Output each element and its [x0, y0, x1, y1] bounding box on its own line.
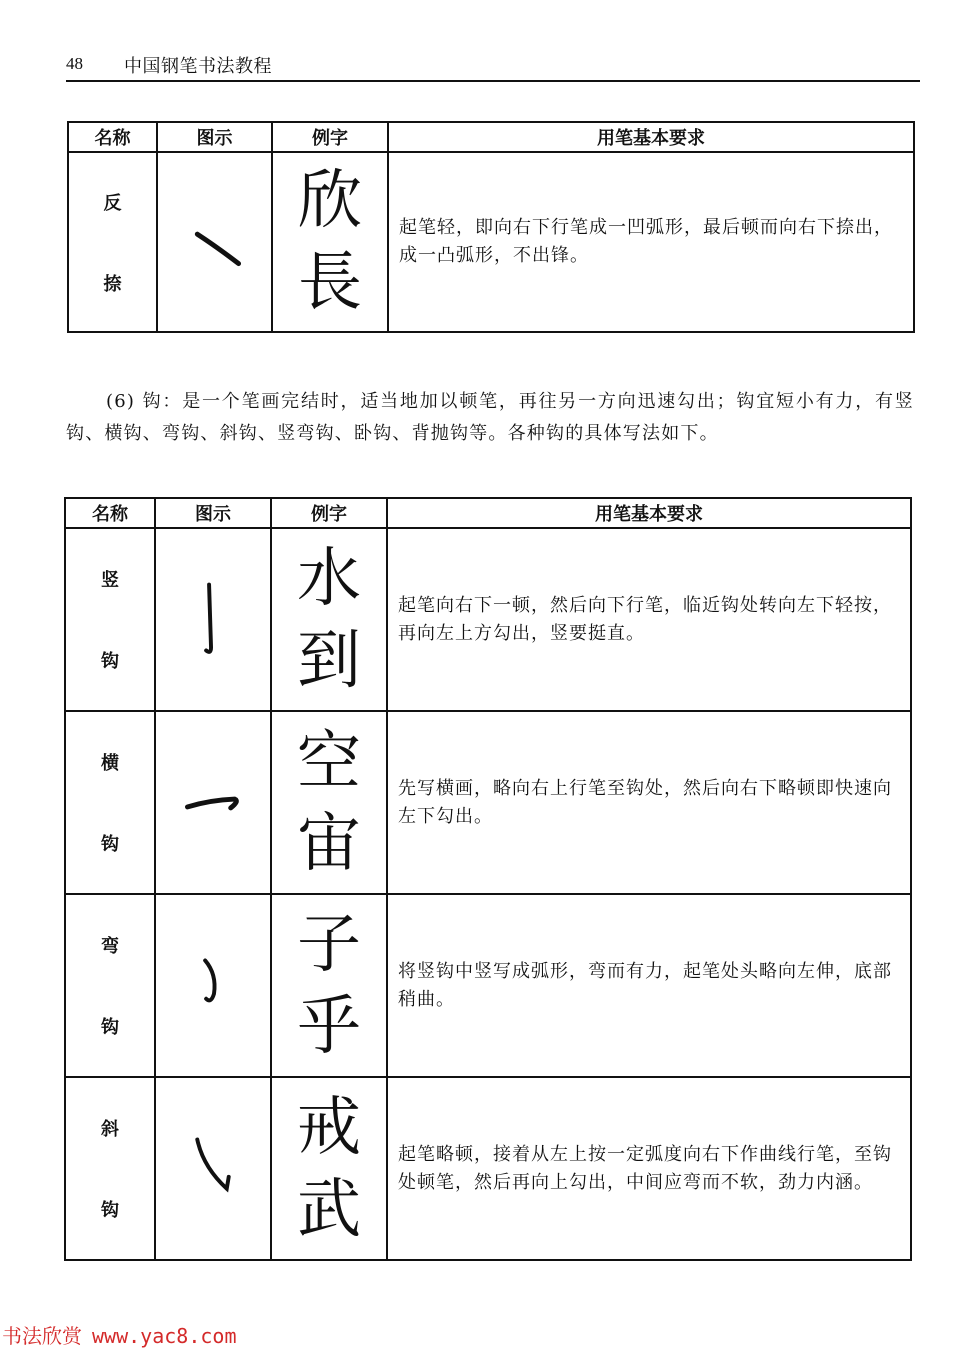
requirement-text: 将竖钩中竖写成弧形，弯而有力，起笔处头略向左伸，底部稍曲。: [387, 894, 911, 1077]
book-title: 中国钢笔书法教程: [124, 56, 272, 77]
page-header: [66, 52, 920, 82]
requirement-text: 起笔向右下一顿，然后向下行笔，临近钩处转向左下轻按，再向左上方勾出，竖要挺直。: [387, 528, 911, 711]
header-example: 例字: [271, 498, 387, 528]
slant-hook-stroke-icon: [155, 1077, 271, 1260]
stroke-name-char: 钩: [101, 651, 119, 672]
stroke-name-char: 钩: [101, 1200, 119, 1221]
table-header-row: [68, 122, 914, 152]
stroke-name-char: 斜: [101, 1119, 119, 1140]
example-char: 子: [297, 907, 361, 982]
page-number: 48: [66, 54, 83, 73]
curved-hook-stroke-icon: [155, 894, 271, 1077]
example-chars: [271, 1077, 387, 1260]
example-chars: [272, 152, 388, 332]
header-name: 名称: [65, 498, 155, 528]
example-char: 戒: [297, 1090, 361, 1165]
stroke-name: [65, 528, 155, 711]
stroke-name: [65, 1077, 155, 1260]
header-requirements: 用笔基本要求: [387, 498, 911, 528]
table-row: [65, 894, 911, 1077]
stroke-name: [65, 894, 155, 1077]
requirement-text: 起笔轻，即向右下行笔成一凹弧形，最后顿而向右下捺出，成一凸弧形，不出锋。: [388, 152, 914, 332]
example-char: 宙: [297, 806, 361, 881]
header-diagram: 图示: [157, 122, 272, 152]
table-row: [68, 152, 914, 332]
table-row: [65, 1077, 911, 1260]
example-char: 到: [297, 623, 361, 698]
example-char: 空: [297, 724, 361, 799]
table-row: [65, 711, 911, 894]
horizontal-hook-stroke-icon: [155, 711, 271, 894]
reverse-na-stroke-icon: [157, 152, 272, 332]
stroke-name-char: 横: [101, 753, 119, 774]
example-char: 長: [298, 246, 362, 320]
header-example: 例字: [272, 122, 388, 152]
requirement-text: 起笔略顿，接着从左上按一定弧度向右下作曲线行笔，至钩处顿笔，然后再向上勾出，中间应弯而不软，劲力内涵。: [387, 1077, 911, 1260]
stroke-name: [65, 711, 155, 894]
example-chars: [271, 528, 387, 711]
example-chars: [271, 711, 387, 894]
hook-intro-paragraph: (6) 钩：是一个笔画完结时，适当地加以顿笔，再往另一方向迅速勾出；钩宜短小有力，有竖钩、横钩、弯钩、斜钩、竖弯钩、卧钩、背抛钩等。各种钩的具体写法如下。: [66, 391, 914, 444]
vertical-hook-stroke-icon: [155, 528, 271, 711]
example-chars: [271, 894, 387, 1077]
header-name: 名称: [68, 122, 157, 152]
stroke-name-char: 弯: [101, 936, 119, 957]
example-char: 欣: [298, 164, 362, 238]
table-row: [65, 528, 911, 711]
table-header-row: [65, 498, 911, 528]
watermark-label: 书法欣赏: [2, 1324, 82, 1348]
stroke-name-char: 捺: [103, 273, 122, 295]
example-char: 乎: [297, 989, 361, 1064]
stroke-name-char: 反: [103, 192, 122, 214]
stroke-name-char: 钩: [101, 1017, 119, 1038]
watermark-url[interactable]: www.yac8.com: [92, 1324, 237, 1348]
requirement-text: 先写横画，略向右上行笔至钩处，然后向右下略顿即快速向左下勾出。: [387, 711, 911, 894]
example-char: 武: [297, 1172, 361, 1247]
stroke-name: [68, 152, 157, 332]
stroke-table-hooks: [64, 497, 912, 1261]
stroke-name-char: 竖: [101, 570, 119, 591]
example-char: 水: [297, 541, 361, 616]
header-diagram: 图示: [155, 498, 271, 528]
stroke-name-char: 钩: [101, 834, 119, 855]
stroke-table-na: [67, 121, 915, 333]
site-watermark: [2, 1320, 237, 1349]
header-requirements: 用笔基本要求: [388, 122, 914, 152]
